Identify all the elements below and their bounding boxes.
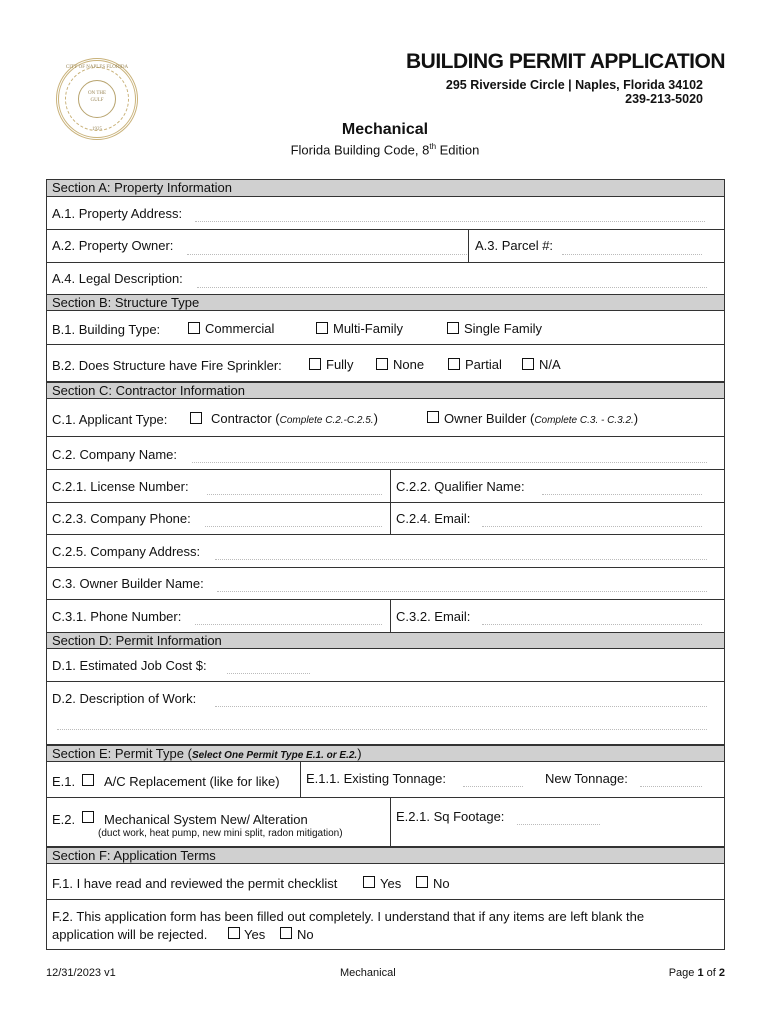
c23-label: C.2.3. Company Phone: xyxy=(52,511,191,526)
multi-family-checkbox[interactable] xyxy=(316,322,328,334)
subtitle-text: Florida Building Code, 8 xyxy=(290,142,430,158)
sprinkler-none-checkbox[interactable] xyxy=(376,358,388,370)
single-family-checkbox[interactable] xyxy=(447,322,459,334)
contractor-text: Contractor ( xyxy=(211,411,280,426)
footer-version: 12/31/2023 v1 xyxy=(46,967,116,979)
c1-label: C.1. Applicant Type: xyxy=(52,412,168,427)
row-c23 xyxy=(47,503,724,535)
parcel-number-field[interactable] xyxy=(562,254,702,255)
e21-label: E.2.1. Sq Footage: xyxy=(396,809,505,824)
sprinkler-fully-label: Fully xyxy=(326,357,354,372)
footer-form-name: Mechanical xyxy=(340,967,396,979)
f2-label-line2: application will be rejected. xyxy=(52,927,208,942)
sprinkler-partial-checkbox[interactable] xyxy=(448,358,460,370)
seal-text-top: CITY OF NAPLES FLORIDA xyxy=(65,65,129,70)
owner-builder-name-field[interactable] xyxy=(217,591,707,592)
owner-builder-paren: ) xyxy=(633,411,639,426)
c22-label: C.2.2. Qualifier Name: xyxy=(396,479,525,494)
b2-label: B.2. Does Structure have Fire Sprinkler: xyxy=(52,358,282,373)
row-d1 xyxy=(47,649,724,682)
row-a4 xyxy=(47,263,724,295)
row-c3 xyxy=(47,568,724,600)
a1-label: A.1. Property Address: xyxy=(52,206,183,221)
owner-builder-label xyxy=(444,411,638,426)
ac-replacement-checkbox[interactable] xyxy=(82,774,94,786)
company-email-field[interactable] xyxy=(482,526,702,527)
sq-footage-field[interactable] xyxy=(517,824,600,825)
divider xyxy=(390,600,391,632)
e2-label: E.2. xyxy=(52,812,76,827)
a3-label: A.3. Parcel #: xyxy=(475,238,554,253)
a4-label: A.4. Legal Description: xyxy=(52,271,183,286)
mechanical-system-label: Mechanical System New/ Alteration xyxy=(104,812,308,827)
divider xyxy=(390,503,391,534)
ac-replacement-label: A/C Replacement (like for like) xyxy=(104,774,280,789)
owner-phone-field[interactable] xyxy=(195,624,382,625)
property-owner-field[interactable] xyxy=(187,254,467,255)
office-address: 295 Riverside Circle | Naples, Florida 34102 xyxy=(445,78,703,92)
work-description-field-line2[interactable] xyxy=(57,729,707,730)
legal-description-field[interactable] xyxy=(197,287,707,288)
c2-label: C.2. Company Name: xyxy=(52,447,177,462)
e1-label: E.1. xyxy=(52,774,76,789)
section-c-header: Section C: Contractor Information xyxy=(47,382,724,399)
complete-no-checkbox[interactable] xyxy=(280,927,292,939)
multi-family-label: Multi-Family xyxy=(333,321,404,336)
row-c1 xyxy=(47,399,724,437)
complete-no-label: No xyxy=(297,927,314,942)
row-d2 xyxy=(47,682,724,745)
divider xyxy=(390,798,391,846)
seal-text-mid1: ON THE xyxy=(87,91,107,96)
section-e-note: Select One Permit Type E.1. or E.2. xyxy=(191,750,358,761)
page-total: 2 xyxy=(718,967,725,979)
row-b1 xyxy=(47,311,724,345)
contractor-label xyxy=(211,411,378,426)
existing-tonnage-field[interactable] xyxy=(463,786,523,787)
c21-label: C.2.1. License Number: xyxy=(52,479,189,494)
section-a-header: Section A: Property Information xyxy=(47,180,724,197)
divider xyxy=(390,470,391,502)
complete-yes-label: Yes xyxy=(244,927,266,942)
c25-label: C.2.5. Company Address: xyxy=(52,544,201,559)
sprinkler-na-label: N/A xyxy=(539,357,561,372)
row-c25 xyxy=(47,535,724,568)
company-address-field[interactable] xyxy=(215,559,707,560)
section-d-header: Section D: Permit Information xyxy=(47,632,724,649)
mechanical-system-checkbox[interactable] xyxy=(82,811,94,823)
owner-email-field[interactable] xyxy=(482,624,702,625)
sprinkler-fully-checkbox[interactable] xyxy=(309,358,321,370)
new-tonnage-label: New Tonnage: xyxy=(545,771,628,786)
page-current: 1 xyxy=(697,967,704,979)
row-c31 xyxy=(47,600,724,633)
owner-builder-text: Owner Builder ( xyxy=(444,411,535,426)
page-label: Page xyxy=(668,967,698,979)
company-name-field[interactable] xyxy=(192,462,707,463)
subtitle-sup: th xyxy=(429,142,437,151)
license-number-field[interactable] xyxy=(207,494,382,495)
divider xyxy=(468,230,469,262)
owner-builder-checkbox[interactable] xyxy=(427,411,439,423)
subtitle-edition: Edition xyxy=(436,142,480,158)
c31-label: C.3.1. Phone Number: xyxy=(52,609,182,624)
row-e1 xyxy=(47,762,724,798)
document-subtitle xyxy=(0,142,770,157)
row-c2 xyxy=(47,437,724,470)
row-c21 xyxy=(47,470,724,503)
section-b-header: Section B: Structure Type xyxy=(47,294,724,311)
page-title: BUILDING PERMIT APPLICATION xyxy=(406,50,725,73)
row-a1 xyxy=(47,197,724,230)
section-e-title: Section E: Permit Type ( xyxy=(52,746,192,761)
seal-text-mid2: GULF xyxy=(90,98,104,103)
contractor-note: Complete C.2.-C.2.5. xyxy=(279,415,374,426)
d1-label: D.1. Estimated Job Cost $: xyxy=(52,658,207,673)
permit-form xyxy=(46,179,725,950)
c32-label: C.3.2. Email: xyxy=(396,609,471,624)
section-f-header: Section F: Application Terms xyxy=(47,847,724,864)
qualifier-name-field[interactable] xyxy=(542,494,702,495)
owner-builder-note: Complete C.3. - C.3.2. xyxy=(534,415,634,426)
seal-text-bot: 1925 xyxy=(92,127,102,132)
a2-label: A.2. Property Owner: xyxy=(52,238,174,253)
property-address-field[interactable] xyxy=(195,221,705,222)
work-description-field[interactable] xyxy=(215,706,707,707)
checklist-yes-label: Yes xyxy=(380,876,402,891)
divider xyxy=(300,762,301,797)
b1-label: B.1. Building Type: xyxy=(52,322,161,337)
d2-label: D.2. Description of Work: xyxy=(52,691,197,706)
contractor-paren: ) xyxy=(373,411,378,426)
checklist-no-checkbox[interactable] xyxy=(416,876,428,888)
job-cost-field[interactable] xyxy=(227,673,310,674)
new-tonnage-field[interactable] xyxy=(640,786,702,787)
f2-label-line1: F.2. This application form has been filled out completely. I understand that if any items are left blank the xyxy=(52,909,645,924)
section-e-paren: ) xyxy=(357,746,362,761)
row-e2 xyxy=(47,798,724,847)
office-phone: 239-213-5020 xyxy=(625,92,703,106)
f1-label: F.1. I have read and reviewed the permit checklist xyxy=(52,876,338,891)
sprinkler-na-checkbox[interactable] xyxy=(522,358,534,370)
row-b2 xyxy=(47,345,724,382)
checklist-no-label: No xyxy=(433,876,450,891)
row-a2 xyxy=(47,230,724,263)
commercial-checkbox[interactable] xyxy=(188,322,200,334)
page-of: of xyxy=(703,967,719,979)
sprinkler-partial-label: Partial xyxy=(465,357,502,372)
footer-page-number xyxy=(640,967,725,979)
checklist-yes-checkbox[interactable] xyxy=(363,876,375,888)
e11-label: E.1.1. Existing Tonnage: xyxy=(306,771,446,786)
section-e-header xyxy=(47,745,724,762)
c3-label: C.3. Owner Builder Name: xyxy=(52,576,204,591)
single-family-label: Single Family xyxy=(464,321,543,336)
complete-yes-checkbox[interactable] xyxy=(228,927,240,939)
company-phone-field[interactable] xyxy=(205,526,382,527)
c24-label: C.2.4. Email: xyxy=(396,511,471,526)
row-f1 xyxy=(47,864,724,900)
row-f2 xyxy=(47,900,724,950)
sprinkler-none-label: None xyxy=(393,357,425,372)
contractor-checkbox[interactable] xyxy=(190,412,202,424)
document-title: Mechanical xyxy=(341,121,429,138)
mechanical-system-note: (duct work, heat pump, new mini split, radon mitigation) xyxy=(98,828,343,839)
commercial-label: Commercial xyxy=(205,321,275,336)
